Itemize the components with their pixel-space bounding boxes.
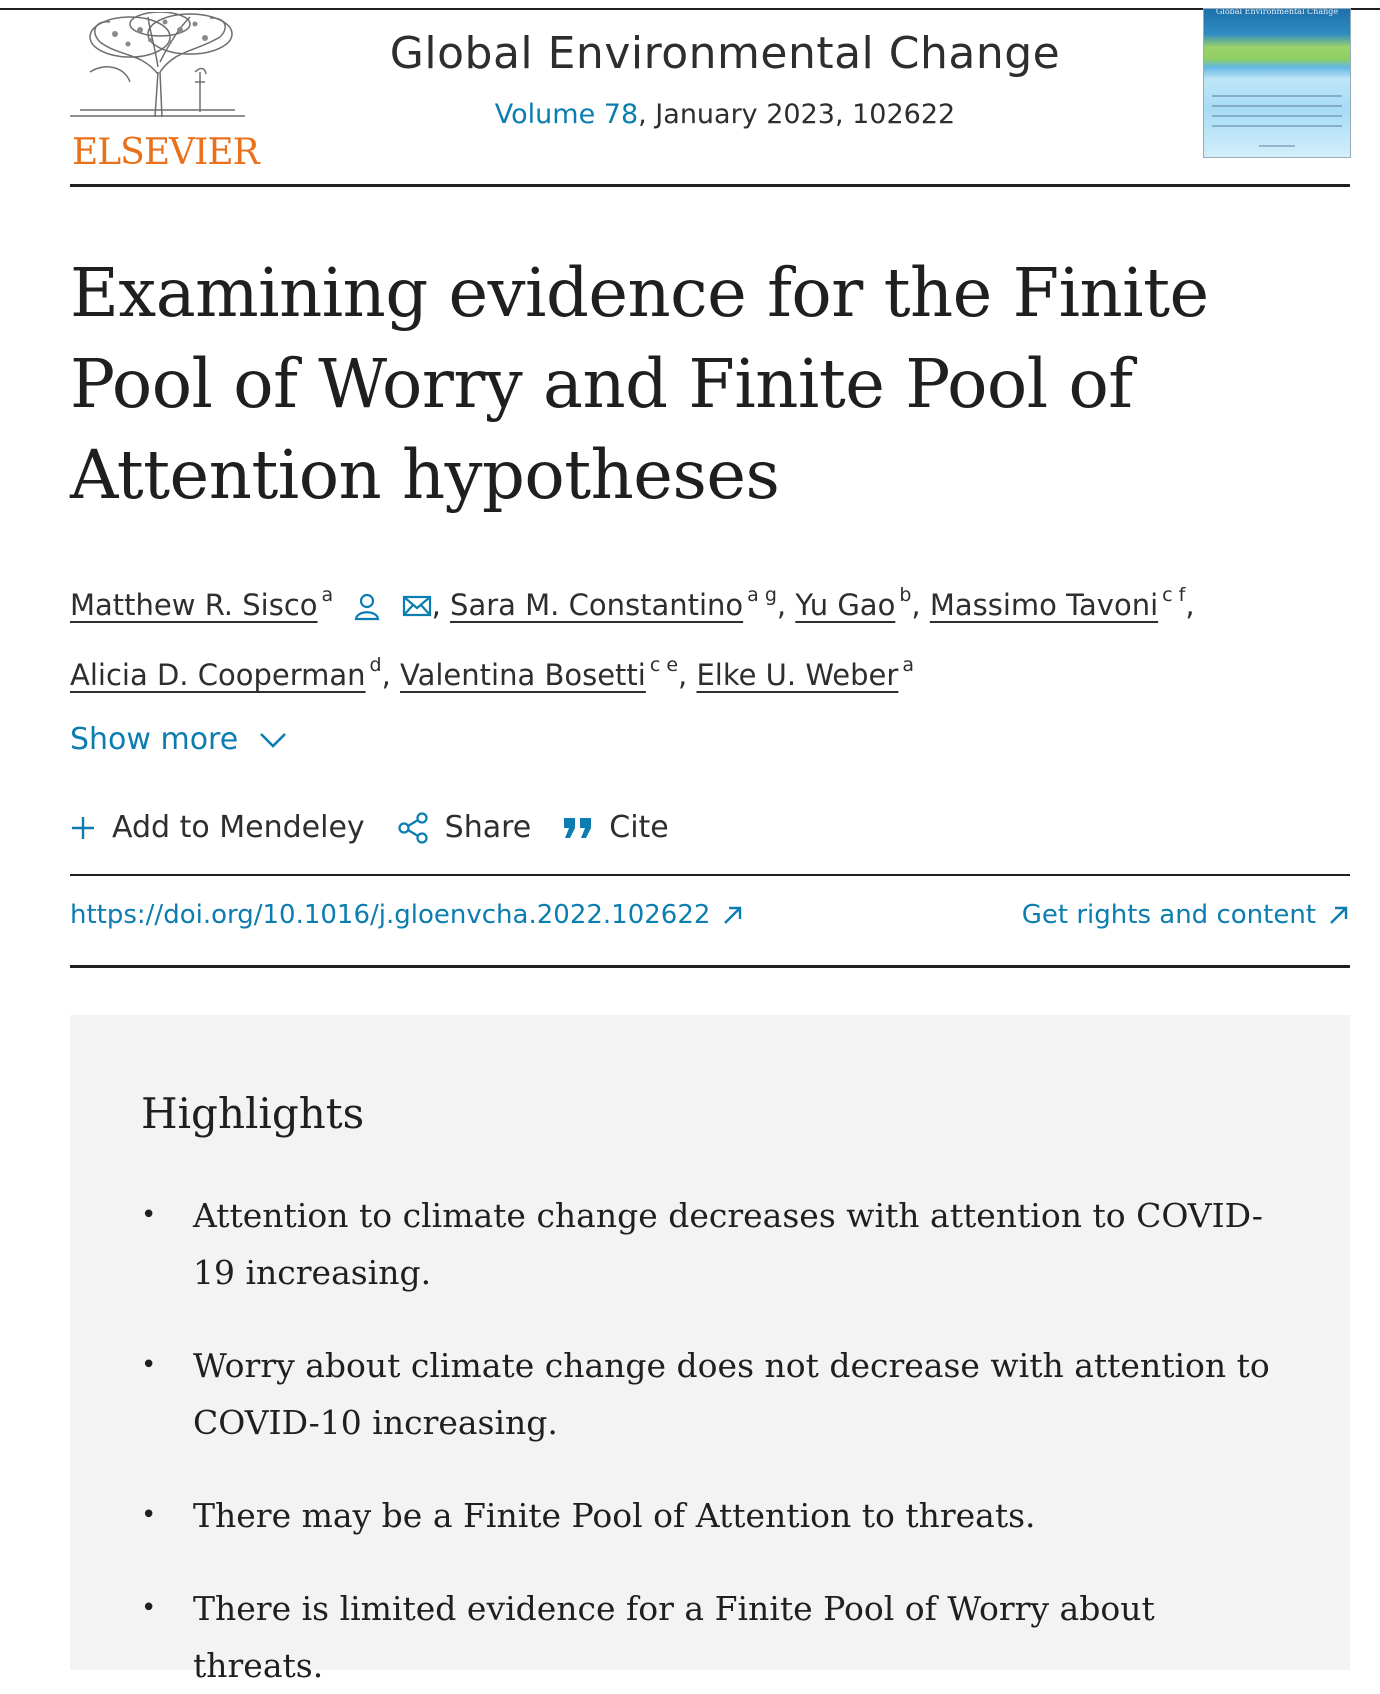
- doi-divider: [70, 965, 1350, 968]
- get-rights-label: Get rights and content: [1021, 900, 1316, 930]
- cover-title: Global Environmental Change: [1215, 8, 1339, 16]
- highlight-item: • There may be a Finite Pool of Attention to threats.: [141, 1487, 1281, 1544]
- affiliation-marker[interactable]: a: [321, 584, 334, 606]
- show-more-label: Show more: [70, 722, 239, 757]
- author-separator: ,: [1185, 588, 1195, 622]
- author-line-2: [70, 638, 1350, 702]
- affiliation-marker[interactable]: a: [902, 654, 914, 676]
- person-icon[interactable]: [352, 584, 382, 638]
- email-icon[interactable]: [402, 584, 432, 638]
- affiliation-marker[interactable]: c e: [649, 654, 679, 676]
- highlights-list: [141, 1187, 1281, 1694]
- journal-issue-info: [280, 99, 1170, 130]
- cover-text-line: [1212, 105, 1342, 107]
- cover-text-line: [1212, 115, 1342, 117]
- doi-text: https://doi.org/10.1016/j.gloenvcha.2022.102622: [70, 900, 711, 930]
- author-line-1: [70, 568, 1350, 638]
- external-link-icon: [722, 904, 744, 926]
- journal-cover-thumbnail[interactable]: [1203, 8, 1351, 158]
- author-link[interactable]: Elke U. Weber: [696, 658, 899, 692]
- cover-text-line: [1259, 145, 1295, 147]
- issue-details: , January 2023, 102622: [638, 99, 956, 130]
- affiliation-marker[interactable]: d: [369, 654, 382, 676]
- affiliation-marker[interactable]: c f: [1162, 584, 1186, 606]
- show-more-button[interactable]: [70, 722, 288, 757]
- article-title: Examining evidence for the Finite Pool of Worry and Finite Pool of Attention hypotheses: [70, 254, 1209, 514]
- share-icon: [397, 812, 429, 844]
- highlight-item: • There is limited evidence for a Finite Pool of Worry about threats.: [141, 1580, 1281, 1694]
- get-rights-link[interactable]: [1022, 900, 1350, 930]
- article-actions: [70, 810, 701, 845]
- journal-title[interactable]: Global Environmental Change: [389, 28, 1061, 79]
- cover-text-line: [1212, 125, 1342, 127]
- author-separator: ,: [431, 588, 441, 622]
- quote-icon: [563, 815, 593, 841]
- share-label: Share: [444, 810, 532, 845]
- elsevier-tree-emblem: [70, 12, 245, 120]
- author-separator: ,: [776, 588, 787, 622]
- author-separator: ,: [381, 658, 391, 692]
- external-link-icon: [1328, 904, 1350, 926]
- actions-divider: [70, 874, 1350, 876]
- author-link[interactable]: Valentina Bosetti: [400, 658, 646, 692]
- author-list: [70, 568, 1350, 702]
- author-link[interactable]: Alicia D. Cooperman: [70, 658, 366, 692]
- cover-text-line: [1212, 95, 1342, 97]
- highlights-heading: Highlights: [141, 1089, 365, 1138]
- add-to-mendeley-button[interactable]: [70, 810, 365, 845]
- author-link[interactable]: Yu Gao: [795, 588, 896, 622]
- top-border: [0, 8, 1380, 10]
- chevron-down-icon: [258, 730, 288, 750]
- author-link[interactable]: Massimo Tavoni: [929, 588, 1159, 622]
- volume-link[interactable]: Volume 78: [494, 99, 639, 130]
- highlight-item: • Attention to climate change decreases with attention to COVID-19 increasing.: [141, 1187, 1281, 1301]
- highlights-section: [70, 1015, 1350, 1685]
- cite-label: Cite: [609, 810, 669, 845]
- author-link[interactable]: Sara M. Constantino: [450, 588, 744, 622]
- header-divider: [70, 184, 1350, 187]
- author-separator: ,: [911, 588, 921, 622]
- plus-icon: [70, 815, 96, 841]
- author-link[interactable]: Matthew R. Sisco: [70, 588, 318, 622]
- doi-link[interactable]: [70, 900, 744, 930]
- author-separator: ,: [678, 658, 688, 692]
- affiliation-marker[interactable]: b: [899, 584, 912, 606]
- share-button[interactable]: [397, 810, 532, 845]
- affiliation-marker[interactable]: a g: [747, 584, 777, 606]
- add-to-mendeley-label: Add to Mendeley: [112, 810, 365, 845]
- elsevier-wordmark: ELSEVIER: [72, 132, 259, 173]
- journal-header: [280, 28, 1170, 130]
- cite-button[interactable]: [563, 810, 669, 845]
- highlight-item: • Worry about climate change does not decrease with attention to COVID-10 increasing.: [141, 1337, 1281, 1451]
- elsevier-logo[interactable]: [70, 12, 259, 173]
